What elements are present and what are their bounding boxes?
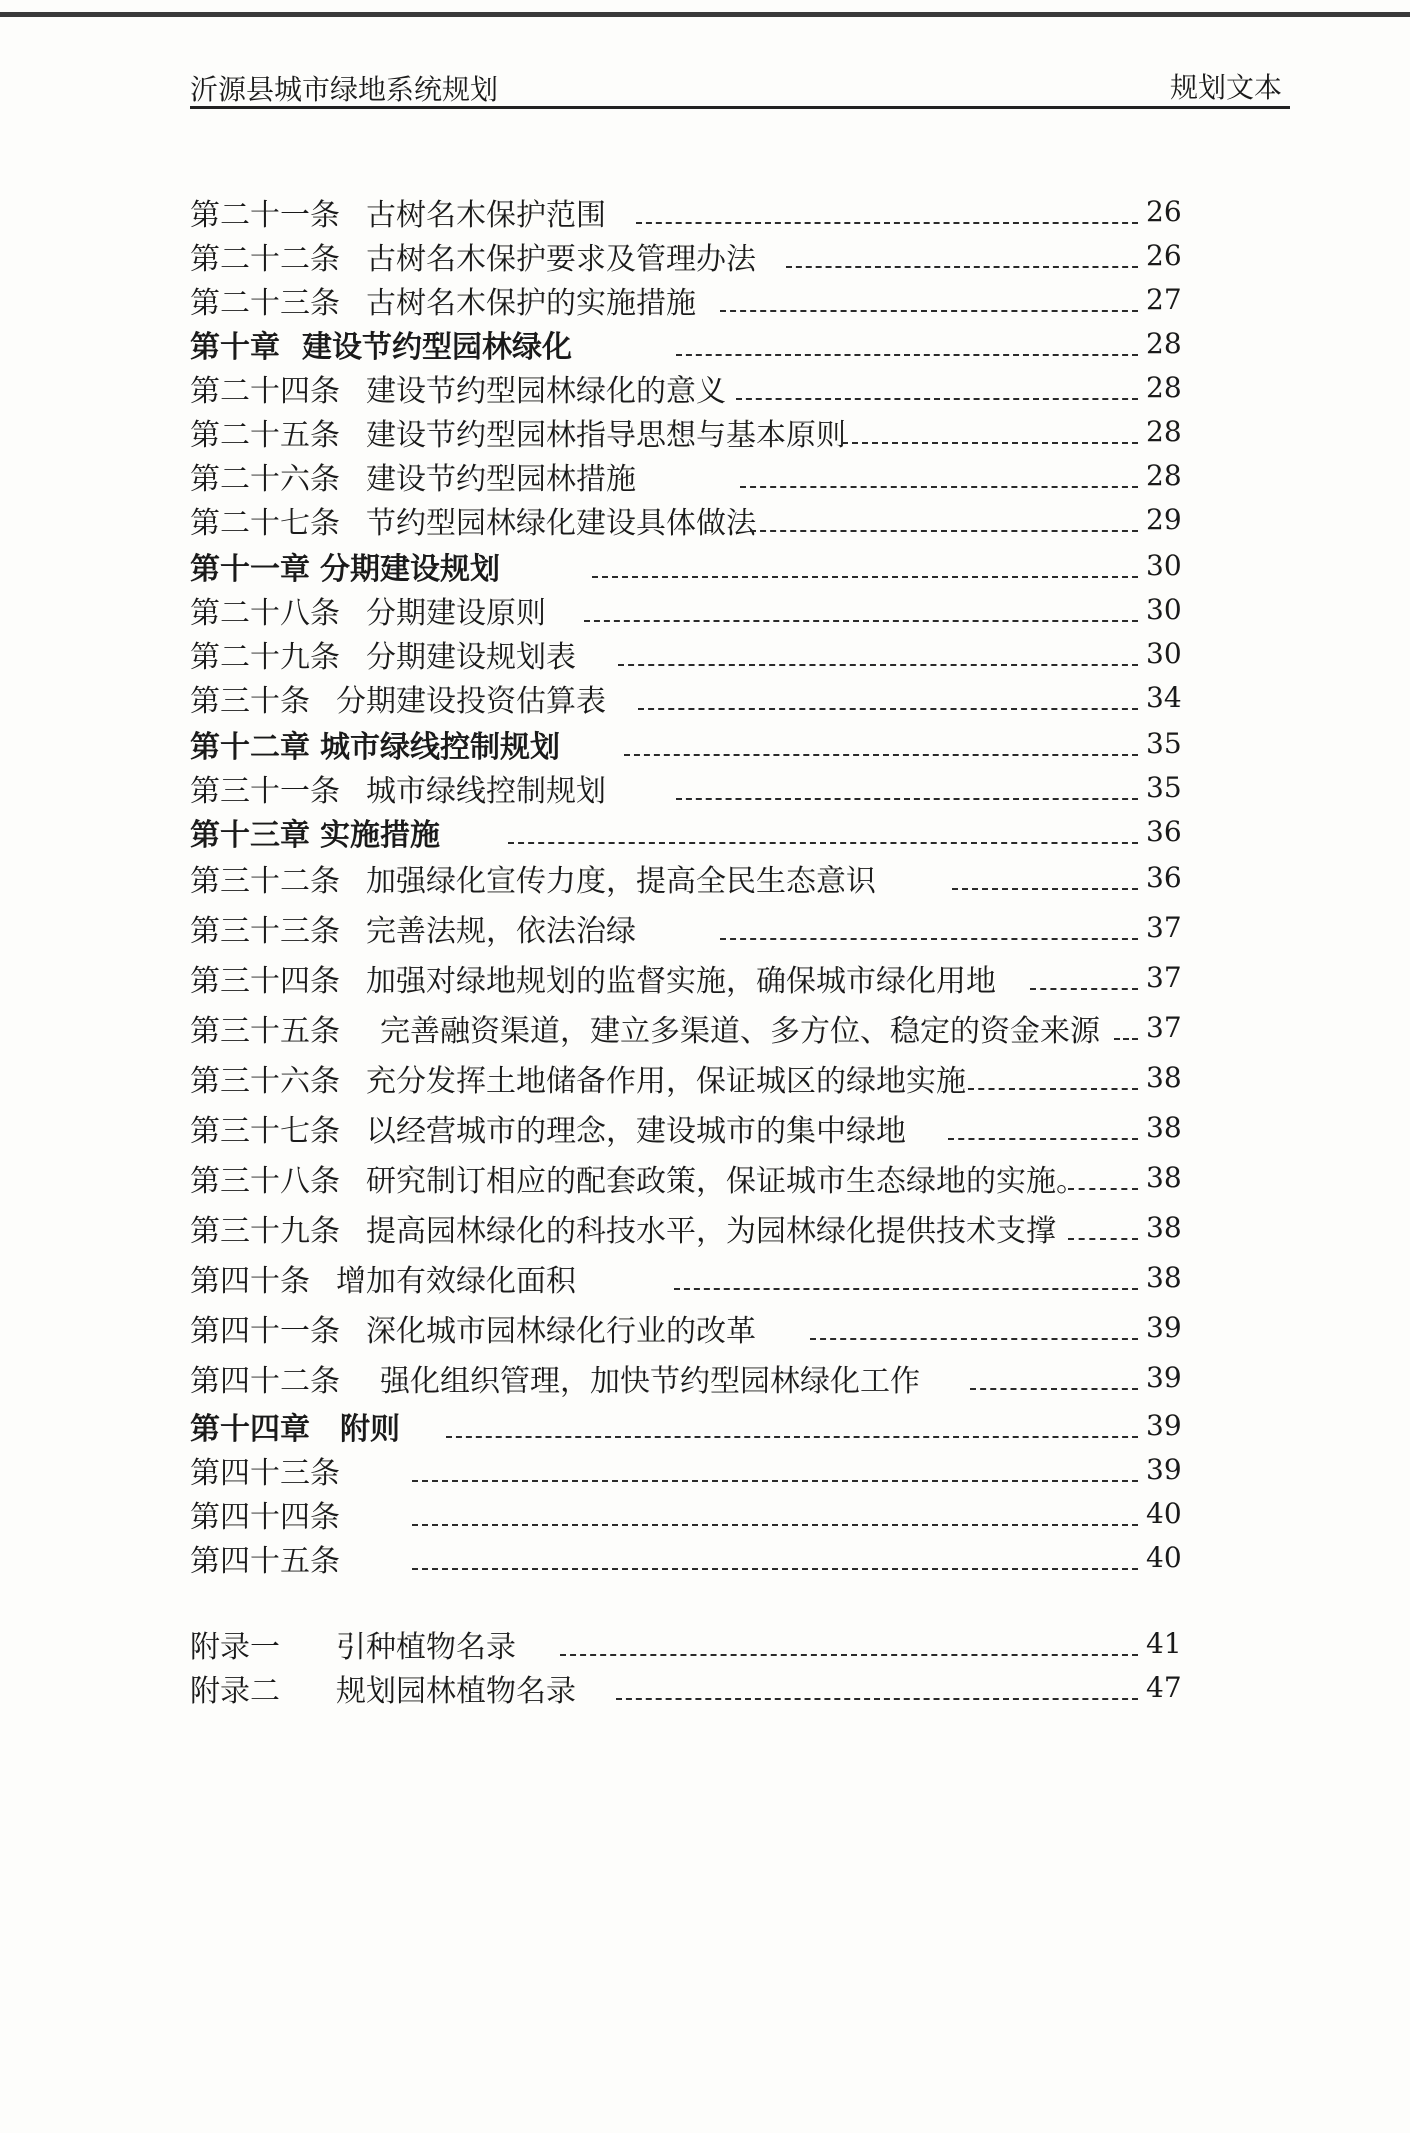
toc-entry-page-number: 36 [1146,815,1182,848]
dot-leader [412,1480,1138,1482]
dot-leader [624,754,1138,756]
toc-entry-page-number: 39 [1146,1453,1182,1486]
toc-entry-number: 第十一章 [190,552,310,587]
dot-leader [1068,1188,1138,1190]
toc-entry-page-number: 39 [1146,1409,1182,1442]
dot-leader [674,1288,1138,1290]
toc-entry-title: 建设节约型园林措施 [366,462,636,497]
toc-entry[interactable] [190,1112,1180,1152]
toc-entry[interactable] [190,550,1180,590]
section-label: 规划文本 [1169,71,1282,104]
toc-entry-number: 第三十七条 [190,1114,340,1149]
dot-leader [618,664,1138,666]
toc-entry-page-number: 28 [1146,327,1182,360]
toc-entry-page-number: 37 [1146,911,1182,944]
dot-leader [952,888,1138,890]
toc-entry-title: 强化组织管理，加快节约型园林绿化工作 [380,1364,920,1399]
toc-entry-title: 城市绿线控制规划 [366,774,606,809]
toc-entry-title: 附则 [340,1412,400,1447]
toc-entry-number: 第三十四条 [190,964,340,999]
toc-entry[interactable] [190,1162,1180,1202]
toc-entry-page-number: 38 [1146,1211,1182,1244]
toc-entry-title: 分期建设规划 [320,552,500,587]
toc-entry[interactable] [190,1454,1180,1494]
toc-entry-title: 城市绿线控制规划 [320,730,560,765]
toc-entry-page-number: 40 [1146,1541,1182,1574]
toc-entry-title: 古树名木保护范围 [366,198,606,233]
toc-entry[interactable] [190,1542,1180,1582]
toc-entry-page-number: 39 [1146,1361,1182,1394]
toc-entry[interactable] [190,962,1180,1002]
toc-entry-title: 研究制订相应的配套政策，保证城市生态绿地的实施。 [366,1164,1086,1199]
toc-entry[interactable] [190,772,1180,812]
dot-leader [720,938,1138,940]
toc-entry-number: 第三十二条 [190,864,340,899]
dot-leader [968,1088,1138,1090]
toc-entry-page-number: 37 [1146,1011,1182,1044]
toc-entry[interactable] [190,1312,1180,1352]
toc-entry-page-number: 38 [1146,1261,1182,1294]
dot-leader [740,486,1138,488]
toc-entry-title: 完善法规，依法治绿 [366,914,636,949]
dot-leader [1030,988,1138,990]
toc-entry[interactable] [190,1062,1180,1102]
toc-entry-number: 第三十八条 [190,1164,340,1199]
toc-entry[interactable] [190,862,1180,902]
dot-leader [446,1436,1138,1438]
dot-leader [750,530,1138,532]
toc-entry-number: 第二十六条 [190,462,340,497]
toc-entry[interactable] [190,728,1180,768]
toc-entry-number: 第二十四条 [190,374,340,409]
document-title: 沂源县城市绿地系统规划 [190,73,499,106]
toc-entry-page-number: 34 [1146,681,1182,714]
dot-leader [412,1568,1138,1570]
toc-entry-title: 建设节约型园林指导思想与基本原则 [366,418,846,453]
toc-entry-number: 第三十五条 [190,1014,340,1049]
toc-entry-page-number: 39 [1146,1311,1182,1344]
toc-entry[interactable] [190,1212,1180,1252]
dot-leader [1114,1038,1138,1040]
toc-entry-number: 第四十四条 [190,1500,340,1535]
toc-entry[interactable] [190,1262,1180,1302]
toc-entry[interactable] [190,594,1180,634]
toc-entry-page-number: 47 [1146,1671,1182,1704]
toc-entry-number: 第二十三条 [190,286,340,321]
toc-entry[interactable] [190,504,1180,544]
dot-leader [948,1138,1138,1140]
dot-leader [560,1654,1138,1656]
toc-entry[interactable] [190,284,1180,324]
toc-entry-page-number: 41 [1146,1627,1182,1660]
dot-leader [842,442,1138,444]
toc-entry-number: 第三十一条 [190,774,340,809]
dot-leader [592,576,1138,578]
toc-entry-page-number: 40 [1146,1497,1182,1530]
toc-entry[interactable] [190,240,1180,280]
toc-entry-page-number: 38 [1146,1111,1182,1144]
toc-entry[interactable] [190,196,1180,236]
toc-entry-title: 节约型园林绿化建设具体做法 [366,506,756,541]
toc-entry-number: 第十四章 [190,1412,310,1447]
toc-entry-title: 提高园林绿化的科技水平，为园林绿化提供技术支撑 [366,1214,1056,1249]
toc-entry-title: 引种植物名录 [336,1630,516,1665]
dot-leader [636,222,1138,224]
toc-entry[interactable] [190,1672,1180,1712]
toc-entry[interactable] [190,1012,1180,1052]
toc-entry-page-number: 26 [1146,195,1182,228]
toc-entry-number: 第四十三条 [190,1456,340,1491]
toc-entry-number: 第二十八条 [190,596,340,631]
toc-entry-number: 第四十二条 [190,1364,340,1399]
toc-entry-number: 第十二章 [190,730,310,765]
toc-entry-page-number: 35 [1146,727,1182,760]
toc-entry-page-number: 28 [1146,415,1182,448]
toc-entry-title: 规划园林植物名录 [336,1674,576,1709]
toc-entry-title: 加强对绿地规划的监督实施，确保城市绿化用地 [366,964,996,999]
toc-entry[interactable] [190,416,1180,456]
dot-leader [810,1338,1138,1340]
dot-leader [736,398,1138,400]
toc-entry-page-number: 30 [1146,637,1182,670]
toc-entry-page-number: 38 [1146,1161,1182,1194]
toc-entry-number: 附录一 [190,1630,280,1665]
toc-entry[interactable] [190,1410,1180,1450]
toc-entry-title: 建设节约型园林绿化的意义 [366,374,726,409]
toc-entry-title: 实施措施 [320,818,440,853]
toc-entry-page-number: 38 [1146,1061,1182,1094]
toc-entry-title: 古树名木保护要求及管理办法 [366,242,756,277]
toc-entry-number: 第二十五条 [190,418,340,453]
toc-entry-page-number: 28 [1146,459,1182,492]
dot-leader [786,266,1138,268]
dot-leader [412,1524,1138,1526]
dot-leader [1068,1238,1138,1240]
toc-entry-number: 第二十七条 [190,506,340,541]
dot-leader [638,708,1138,710]
toc-entry[interactable] [190,1628,1180,1668]
toc-entry-number: 第二十二条 [190,242,340,277]
toc-entry-page-number: 26 [1146,239,1182,272]
toc-entry-page-number: 29 [1146,503,1182,536]
dot-leader [616,1698,1138,1700]
toc-entry[interactable] [190,460,1180,500]
toc-entry[interactable] [190,638,1180,678]
toc-entry[interactable] [190,682,1180,722]
toc-entry-number: 第二十九条 [190,640,340,675]
toc-entry[interactable] [190,372,1180,412]
toc-entry-title: 分期建设原则 [366,596,546,631]
dot-leader [970,1388,1138,1390]
toc-entry-title: 增加有效绿化面积 [336,1264,576,1299]
toc-entry[interactable] [190,1498,1180,1538]
toc-entry-number: 第二十一条 [190,198,340,233]
dot-leader [720,310,1138,312]
dot-leader [508,842,1138,844]
dot-leader [584,620,1138,622]
toc-entry-title: 建设节约型园林绿化 [302,330,572,365]
toc-entry[interactable] [190,912,1180,952]
toc-entry-number: 附录二 [190,1674,280,1709]
toc-entry-title: 古树名木保护的实施措施 [366,286,696,321]
toc-entry-page-number: 28 [1146,371,1182,404]
toc-entry-number: 第三十九条 [190,1214,340,1249]
toc-entry-page-number: 30 [1146,549,1182,582]
toc-entry[interactable] [190,1362,1180,1402]
toc-entry-title: 分期建设规划表 [366,640,576,675]
toc-entry-title: 深化城市园林绿化行业的改革 [366,1314,756,1349]
toc-entry-number: 第十章 [190,330,280,365]
toc-entry-title: 分期建设投资估算表 [336,684,606,719]
toc-entry-page-number: 27 [1146,283,1182,316]
toc-entry-number: 第三十条 [190,684,310,719]
toc-entry-number: 第四十条 [190,1264,310,1299]
toc-entry[interactable] [190,816,1180,856]
toc-entry-page-number: 36 [1146,861,1182,894]
toc-entry[interactable] [190,328,1180,368]
toc-entry-number: 第四十五条 [190,1544,340,1579]
dot-leader [676,798,1138,800]
toc-entry-number: 第四十一条 [190,1314,340,1349]
toc-entry-number: 第三十三条 [190,914,340,949]
toc-entry-title: 充分发挥土地储备作用，保证城区的绿地实施 [366,1064,966,1099]
toc-entry-page-number: 30 [1146,593,1182,626]
toc-entry-title: 以经营城市的理念，建设城市的集中绿地 [366,1114,906,1149]
toc-entry-title: 加强绿化宣传力度，提高全民生态意识 [366,864,876,899]
toc-entry-title: 完善融资渠道，建立多渠道、多方位、稳定的资金来源 [380,1014,1100,1049]
dot-leader [676,354,1138,356]
toc-entry-number: 第十三章 [190,818,310,853]
toc-entry-page-number: 35 [1146,771,1182,804]
toc-entry-number: 第三十六条 [190,1064,340,1099]
toc-entry-page-number: 37 [1146,961,1182,994]
